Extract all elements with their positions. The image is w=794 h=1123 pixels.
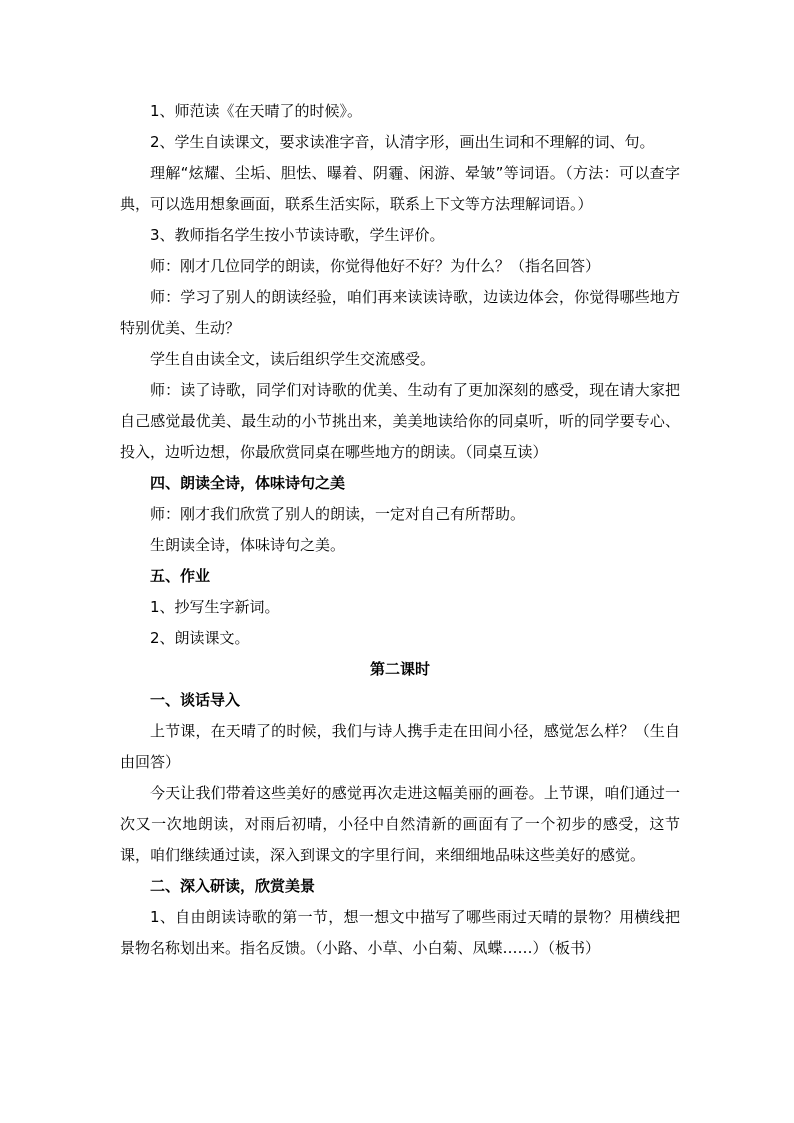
paragraph: 师：学习了别人的朗读经验，咱们再来读读诗歌，边读边体会，你觉得哪些地方特别优美、生动？ [120,288,680,337]
lesson-title: 第二课时 [369,660,430,678]
section-heading: 五、作业 [150,567,211,585]
paragraph: 2、朗读课文。 [150,629,250,647]
paragraph: 师：刚才我们欣赏了别人的朗读，一定对自己有所帮助。 [150,505,526,523]
paragraph: 师：读了诗歌，同学们对诗歌的优美、生动有了更加深刻的感受，现在请大家把自己感觉最优美、最生动的小节挑出来，美美地读给你的同桌听，听的同学要专心、投入，边听边想，你最欣赏同桌在哪些地方的朗读。（同桌互读） [120,381,680,461]
section-heading: 四、朗读全诗，体味诗句之美 [150,474,346,492]
paragraph: 生朗读全诗，体味诗句之美。 [150,536,346,554]
paragraph: 1、师范读《在天晴了的时候》。 [150,102,363,120]
section-heading: 二、深入研读，欣赏美景 [150,877,316,895]
paragraph: 1、抄写生字新词。 [150,598,280,616]
paragraph: 理解“炫耀、尘垢、胆怯、曝着、阴霾、闲游、晕皱”等词语。（方法：可以查字典，可以选用想象画面，联系生活实际，联系上下文等方法理解词语。） [120,164,680,213]
paragraph: 1、自由朗读诗歌的第一节，想一想文中描写了哪些雨过天晴的景物？用横线把景物名称划出来。指名反馈。（小路、小草、小白菊、凤蝶……）（板书） [120,908,680,957]
paragraph: 师：刚才几位同学的朗读，你觉得他好不好？为什么？（指名回答） [150,257,601,275]
paragraph: 上节课，在天晴了的时候，我们与诗人携手走在田间小径，感觉怎么样？（生自由回答） [120,722,680,771]
paragraph: 今天让我们带着这些美好的感觉再次走进这幅美丽的画卷。上节课，咱们通过一次又一次地朗读，对雨后初晴，小径中自然清新的画面有了一个初步的感受，这节课，咱们继续通过读，深入到课文的字里行间，来细细地品味这些美好的感觉。 [120,784,680,864]
section-heading: 一、谈话导入 [150,691,241,709]
paragraph: 学生自由读全文，读后组织学生交流感受。 [150,350,436,368]
paragraph: 3、教师指名学生按小节读诗歌，学生评价。 [150,226,445,244]
document-page [120,96,680,964]
paragraph: 2、学生自读课文，要求读准字音，认清字形，画出生词和不理解的词、句。 [150,133,655,151]
